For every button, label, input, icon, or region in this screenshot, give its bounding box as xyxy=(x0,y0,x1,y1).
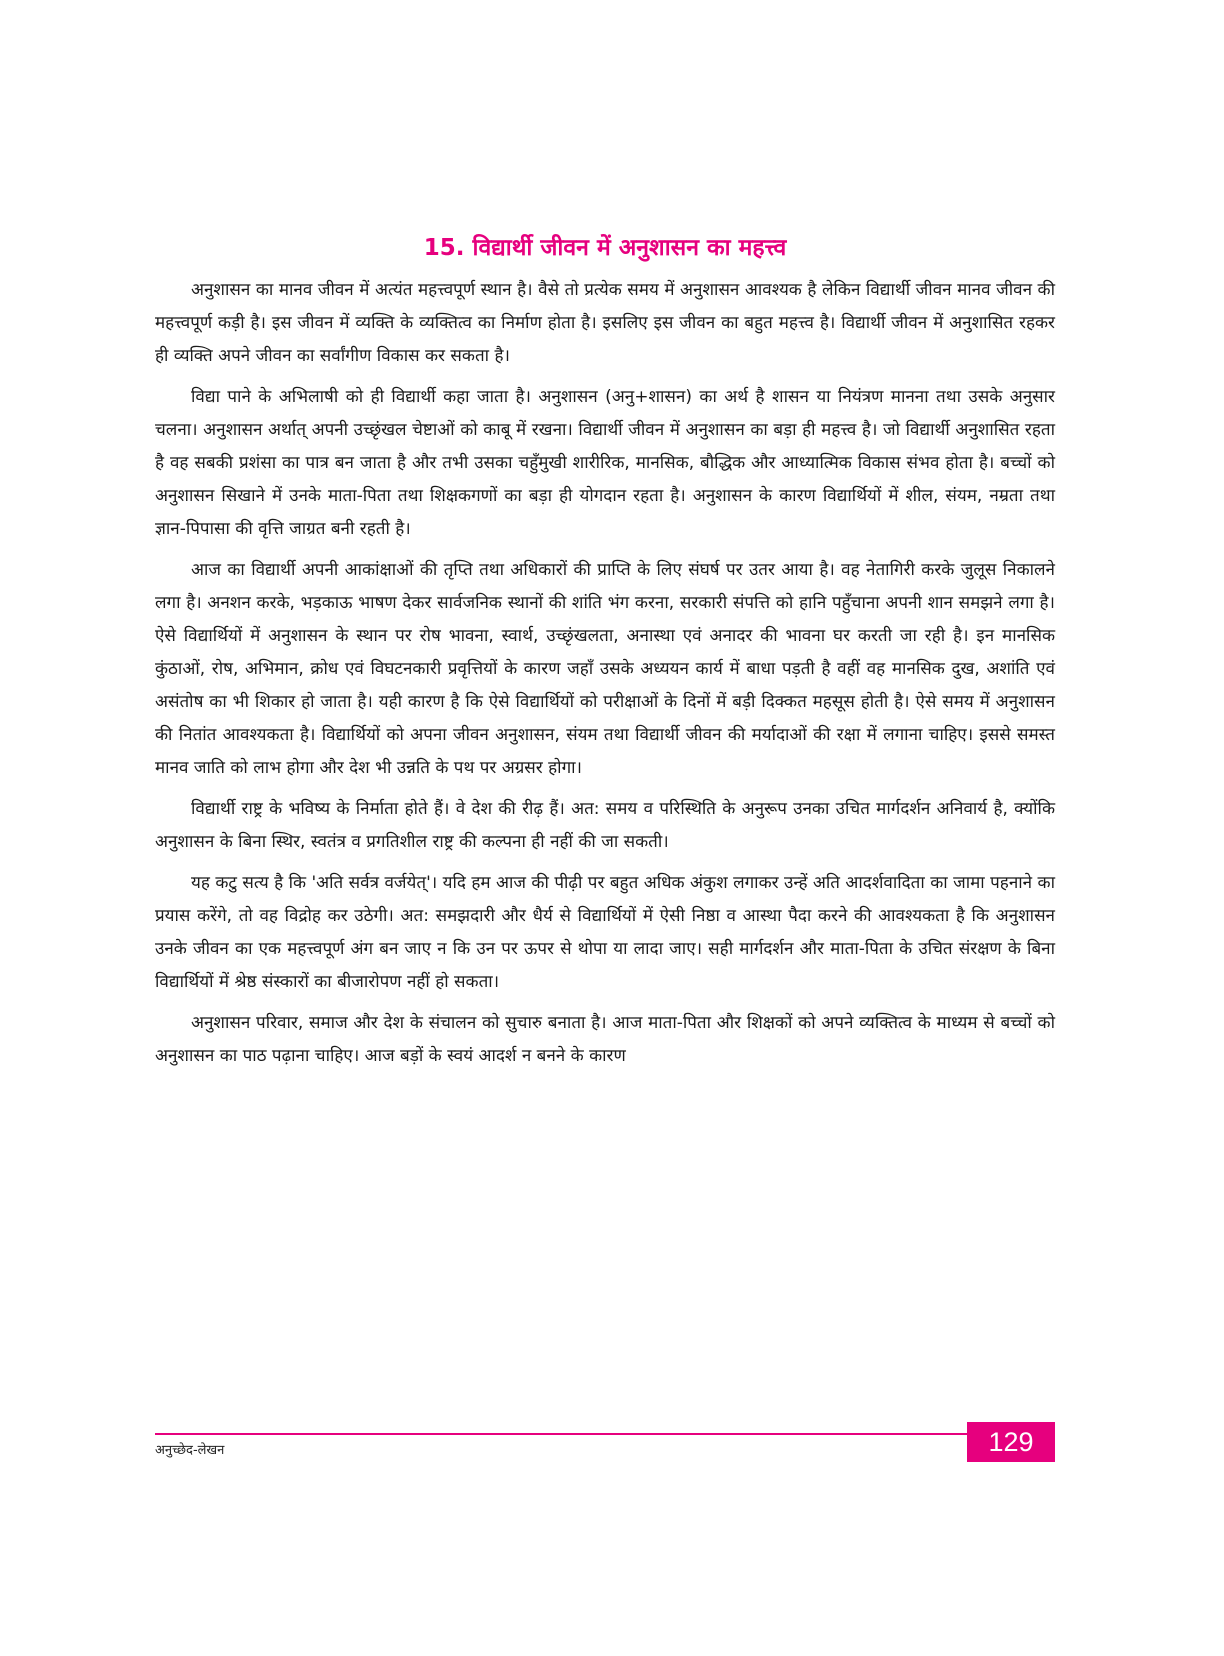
paragraph-4: विद्यार्थी राष्ट्र के भविष्य के निर्माता होते हैं। वे देश की रीढ़ हैं। अत: समय व परिस्थिति के अनुरूप उनका उचित मार्गदर्शन अनिवार्य है, क्योंकि अनुशासन के बिना स्थिर, स्वतंत्र व प्रगतिशील राष्ट्र की कल्पना ही नहीं की जा सकती। xyxy=(155,799,1055,852)
paragraph-5: यह कटु सत्य है कि 'अति सर्वत्र वर्जयेत्'। यदि हम आज की पीढ़ी पर बहुत अधिक अंकुश लगाकर उन्हें अति आदर्शवादिता का जामा पहनाने का प्रयास करेंगे, तो वह विद्रोह कर उठेगी। अत: समझदारी और धैर्य से विद्यार्थियों में ऐसी निष्ठा व आस्था पैदा करने की आवश्यकता है कि अनुशासन उनके जीवन का एक महत्त्वपूर्ण अंग बन जाए न कि उन पर ऊपर से थोपा या लादा जाए। सही मार्गदर्शन और माता-पिता के उचित संरक्षण के बिना विद्यार्थियों में श्रेष्ठ संस्कारों का बीजारोपण नहीं हो सकता। xyxy=(155,873,1055,992)
page-title: 15. विद्यार्थी जीवन में अनुशासन का महत्त्व xyxy=(423,235,787,261)
page-number-badge: 129 xyxy=(967,1422,1055,1462)
paragraph-2: विद्या पाने के अभिलाषी को ही विद्यार्थी कहा जाता है। अनुशासन (अनु+शासन) का अर्थ है शासन या नियंत्रण मानना तथा उसके अनुसार चलना। अनुशासन अर्थात् अपनी उच्छृंखल चेष्टाओं को काबू में रखना। विद्यार्थी जीवन में अनुशासन का बड़ा ही महत्त्व है। जो विद्यार्थी अनुशासित रहता है वह सबकी प्रशंसा का पात्र बन जाता है और तभी उसका चहुँमुखी शारीरिक, मानसिक, बौद्धिक और आध्यात्मिक विकास संभव होता है। बच्चों को अनुशासन सिखाने में उनके माता-पिता तथा शिक्षकगणों का बड़ा ही योगदान रहता है। अनुशासन के कारण विद्यार्थियों में शील, संयम, नम्रता तथा ज्ञान-पिपासा की वृत्ति जाग्रत बनी रहती है। xyxy=(155,387,1055,539)
footer-divider xyxy=(155,1433,967,1435)
paragraph-3: आज का विद्यार्थी अपनी आकांक्षाओं की तृप्ति तथा अधिकारों की प्राप्ति के लिए संघर्ष पर उतर आया है। वह नेतागिरी करके जुलूस निकालने लगा है। अनशन करके, भड़काऊ भाषण देकर सार्वजनिक स्थानों की शांति भंग करना, सरकारी संपत्ति को हानि पहुँचाना अपनी शान समझने लगा है। ऐसे विद्यार्थियों में अनुशासन के स्थान पर रोष भावना, स्वार्थ, उच्छृंखलता, अनास्था एवं अनादर की भावना घर करती जा रही है। इन मानसिक कुंठाओं, रोष, अभिमान, क्रोध एवं विघटनकारी प्रवृत्तियों के कारण जहाँ उसके अध्ययन कार्य में बाधा पड़ती है वहीं वह मानसिक दुख, अशांति एवं असंतोष का भी शिकार हो जाता है। यही कारण है कि ऐसे विद्यार्थियों को परीक्षाओं के दिनों में बड़ी दिक्कत महसूस होती है। ऐसे समय में अनुशासन की नितांत आवश्यकता है। विद्यार्थियों को अपना जीवन अनुशासन, संयम तथा विद्यार्थी जीवन की मर्यादाओं की रक्षा में लगाना चाहिए। इससे समस्त मानव जाति को लाभ होगा और देश भी उन्नति के पथ पर अग्रसर होगा। xyxy=(155,560,1055,778)
paragraph-6: अनुशासन परिवार, समाज और देश के संचालन को सुचारु बनाता है। आज माता-पिता और शिक्षकों को अपने व्यक्तित्व के माध्यम से बच्चों को अनुशासन का पाठ पढ़ाना चाहिए। आज बड़ों के स्वयं आदर्श न बनने के कारण xyxy=(155,1013,1055,1066)
footer-section-label: अनुच्छेद-लेखन xyxy=(155,1443,225,1458)
paragraph-1: अनुशासन का मानव जीवन में अत्यंत महत्त्वपूर्ण स्थान है। वैसे तो प्रत्येक समय में अनुशासन आवश्यक है लेकिन विद्यार्थी जीवन मानव जीवन की महत्त्वपूर्ण कड़ी है। इस जीवन में व्यक्ति के व्यक्तित्व का निर्माण होता है। इसलिए इस जीवन का बहुत महत्त्व है। विद्यार्थी जीवन में अनुशासित रहकर ही व्यक्ति अपने जीवन का सर्वांगीण विकास कर सकता है। xyxy=(155,280,1055,366)
page-content xyxy=(155,232,1055,1081)
